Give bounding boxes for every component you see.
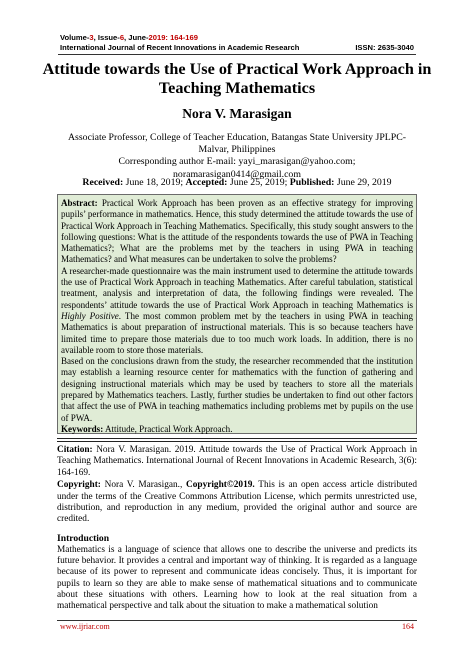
introduction-heading: Introduction — [57, 533, 110, 544]
journal-name: International Journal of Recent Innovations in Academic Research — [60, 43, 300, 52]
journal-url[interactable]: www.ijriar.com — [60, 622, 110, 631]
dates-line — [40, 177, 434, 188]
published-label: Published: — [289, 177, 335, 188]
paper-title: Attitude towards the Use of Practical Work Approach in Teaching Mathematics — [42, 60, 432, 97]
footer-rule — [57, 620, 417, 621]
copyright-year: Copyright©2019. — [186, 480, 255, 491]
affiliation-location: Malvar, Philippines — [198, 144, 276, 156]
issue-label: , Issue- — [93, 33, 120, 42]
abstract-text-1: Practical Work Approach has been proven as an effective strategy for improving pupils’ performance in mathematics. Hence, this study determined the attitude towards the use of Practical Work Approach in Teaching Mathematics. Specifically, this study sought answers to the following questions: What is the attitude of the respondents towards the use of PWA in Teaching Mathematics?; What are the problems met by the teachers in using PWA in teaching Mathematics? and What measures can be undertaken to solve the problems? — [61, 198, 413, 265]
date-pages: 2019: 164-169 — [148, 33, 198, 42]
divider-rule — [57, 441, 417, 442]
issue-line — [60, 33, 414, 42]
volume-number: 3 — [89, 33, 94, 42]
affiliation-line: Associate Professor, College of Teacher Education, Batangas State University JPLPC- — [67, 132, 407, 143]
copyright — [57, 480, 417, 526]
affiliation — [60, 132, 414, 181]
copyright-text: This is an open access article distributed under the terms of the Creative Commons Attribution License, which permits unrestricted use, distribution, and reproduction in any medium, provided the original author and source are credited. — [57, 480, 418, 525]
citation-block — [57, 445, 417, 527]
published-date: June 29, 2019 — [336, 177, 392, 188]
keywords-label: Keywords: — [61, 423, 104, 434]
citation-text: Nora V. Marasigan. 2019. Attitude towards the Use of Practical Work Approach in Teaching Mathematics. International Journal of Recent Innovations in Academic Research, 3(6): 164-169. — [57, 445, 417, 478]
accepted-date: June 25, 2019; — [229, 177, 288, 188]
keywords-text: Attitude, Practical Work Approach. — [104, 423, 233, 434]
header-rule — [58, 54, 416, 55]
keywords — [61, 424, 413, 435]
introduction-text: Mathematics is a language of science that allows one to describe the universe and predicts its future behavior. It provides a central and important way of thinking. It is regarded as a language because of its power to represent and communicate ideas concisely. Thus, it is important for pupils to learn so they are able to make sense of mathematical situations and to communicate about these situations with others. Learning how to look at the real situation from a mathematical perspective and talk about the situation to make a mathematical solution — [57, 545, 417, 612]
abstract-text-2b: . The most common problem met by the teachers in using PWA in teaching Mathematics is about preparation of instructional materials. This is so because teachers have limited time to prepare those materials due to too much work loads. In addition, there is no available room to store those materials. — [61, 310, 413, 355]
abstract-para-3: Based on the conclusions drawn from the study, the researcher recommended that the institution may establish a learning resource center for mathematics with the function of gathering and designing instructional materials which may be used by teachers to store all the materials prepared by Mathematics teachers. Lastly, further studies be undertaken to find out other factors that affect the use of PWA in teaching mathematics including problems met by pupils on the use of PWA. — [61, 356, 413, 423]
received-date: June 18, 2019; — [125, 177, 184, 188]
copyright-holder: Nora V. Marasigan., — [104, 480, 183, 491]
received-label: Received: — [82, 177, 124, 188]
abstract-text-2a: A researcher-made questionnaire was the main instrument used to determine the attitude towards the use of Practical Work Approach in teaching Mathematics. After careful tabulation, statistical treatment, analysis and interpretation of data, the following findings were revealed. The respondents’ attitude towards the use of Practical Work Approach in teaching Mathematics is — [61, 265, 413, 310]
issn: ISSN: 2635-3040 — [355, 43, 414, 52]
abstract-italic: Highly Positive — [61, 310, 119, 321]
abstract-label: Abstract: — [61, 198, 98, 208]
abstract-para-1 — [61, 198, 413, 266]
citation — [57, 445, 417, 479]
page-number: 164 — [402, 622, 414, 631]
divider-rule — [57, 438, 417, 439]
corresponding-email: Corresponding author E-mail: yayi_marasigan@yahoo.com; noramarasigan0414@gmail.com — [118, 156, 356, 180]
abstract-box — [57, 194, 417, 434]
author-name: Nora V. Marasigan — [182, 106, 292, 121]
journal-line — [60, 43, 414, 52]
citation-label: Citation: — [57, 445, 93, 455]
date-label: , June- — [124, 33, 149, 42]
accepted-label: Accepted: — [185, 177, 228, 188]
abstract-para-2 — [61, 266, 413, 356]
volume-label: Volume- — [60, 33, 90, 42]
issue-number: 6 — [119, 33, 125, 42]
copyright-label: Copyright: — [57, 480, 101, 491]
footer — [60, 622, 414, 631]
